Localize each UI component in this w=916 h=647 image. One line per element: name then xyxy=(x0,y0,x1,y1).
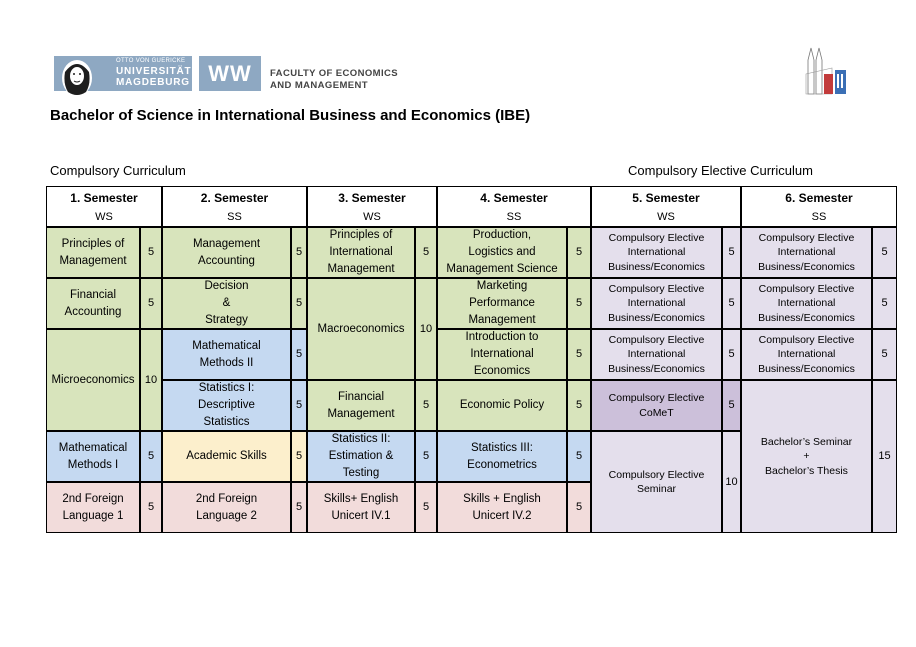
module-name xyxy=(196,491,257,525)
module-name-line: Business/Economics xyxy=(608,311,705,324)
module-name-line: Macroeconomics xyxy=(317,322,405,335)
module-name-line: Academic Skills xyxy=(186,450,267,462)
module-s6-thesis xyxy=(741,380,872,533)
semester-term: SS xyxy=(811,210,827,223)
module-name-line: Logistics and xyxy=(468,246,536,258)
guericke-portrait-icon xyxy=(60,58,94,98)
module-name-line: Estimation & xyxy=(328,450,394,462)
module-s6-ce3 xyxy=(741,329,872,380)
module-s4-marketing xyxy=(437,278,567,329)
module-s4-stat3 xyxy=(437,431,567,482)
module-s6-thesis-credits: 15 xyxy=(872,380,897,533)
module-name xyxy=(467,440,537,474)
module-s4-econ-policy-credits: 5 xyxy=(567,380,591,431)
module-name-line: Business/Economics xyxy=(758,260,855,273)
module-name-line: Methods I xyxy=(67,458,119,471)
semester-term: WS xyxy=(363,210,381,223)
module-name xyxy=(758,333,855,377)
module-name xyxy=(463,491,541,525)
semester-label: 2. Semester xyxy=(200,190,269,205)
curriculum-table xyxy=(46,186,897,533)
module-name-line: Compulsory Elective xyxy=(608,333,705,346)
module-s5-ce3-credits: 5 xyxy=(722,329,741,380)
module-name-line: Business/Economics xyxy=(758,311,855,324)
module-s4-production-credits: 5 xyxy=(567,227,591,278)
module-name xyxy=(446,227,557,278)
module-name-line: International xyxy=(627,297,686,310)
module-name-line: International xyxy=(627,246,686,259)
module-name-line: Management xyxy=(327,407,395,420)
compulsory-curriculum-label: Compulsory Curriculum xyxy=(50,163,186,178)
module-name xyxy=(186,448,267,465)
module-name-line: 2nd Foreign xyxy=(195,492,258,505)
module-name xyxy=(198,380,255,431)
module-name-line: Financial xyxy=(337,390,385,403)
module-name-line: Skills + English xyxy=(463,492,541,505)
module-name-line: Econometrics xyxy=(467,458,537,471)
module-name-line: Compulsory Elective xyxy=(608,231,705,244)
module-s6-ce1-credits: 5 xyxy=(872,227,897,278)
module-name-line: Mathematical xyxy=(192,339,261,352)
module-name-line: Principles of xyxy=(61,237,125,250)
semester-term: SS xyxy=(227,210,242,223)
module-name-line: Decision xyxy=(204,280,249,292)
module-s2-lang xyxy=(162,482,291,533)
module-name-line: Compulsory Elective xyxy=(608,468,705,481)
module-s1-math-credits: 5 xyxy=(140,431,162,482)
module-s4-skills-credits: 5 xyxy=(567,482,591,533)
module-s2-decision xyxy=(162,278,291,329)
module-name-line: Management xyxy=(327,263,395,275)
module-name xyxy=(204,278,248,329)
module-name-line: International xyxy=(627,348,686,361)
module-name xyxy=(608,231,705,275)
module-name-line: Unicert IV.1 xyxy=(331,509,391,522)
module-s4-stat3-credits: 5 xyxy=(567,431,591,482)
module-s3-skills xyxy=(307,482,415,533)
university-line-3: MAGDEBURG xyxy=(116,77,190,88)
module-s5-seminar-credits: 10 xyxy=(722,431,741,533)
module-name-line: Microeconomics xyxy=(51,373,135,386)
module-s3-skills-credits: 5 xyxy=(415,482,437,533)
module-name xyxy=(318,321,405,338)
module-name xyxy=(327,389,394,423)
module-s1-micro xyxy=(46,329,140,431)
module-name-line: Introduction to xyxy=(465,331,539,343)
faculty-name xyxy=(270,68,398,92)
semester-5-header xyxy=(591,186,741,227)
module-name-line: Business/Economics xyxy=(758,362,855,375)
module-s3-stat2 xyxy=(307,431,415,482)
module-s4-econ-policy xyxy=(437,380,567,431)
module-name xyxy=(62,491,123,525)
module-name-line: Financial xyxy=(69,288,117,301)
semester-3-header xyxy=(307,186,437,227)
module-name xyxy=(329,431,394,482)
module-s1-financial-credits: 5 xyxy=(140,278,162,329)
semester-1-header xyxy=(46,186,162,227)
module-s4-intro-int xyxy=(437,329,567,380)
module-name-line: Language 1 xyxy=(62,509,124,522)
module-name-line: Mathematical xyxy=(58,441,128,454)
module-name xyxy=(468,278,535,329)
module-name xyxy=(466,329,539,380)
ww-logo: WW xyxy=(199,56,261,91)
module-s5-seminar xyxy=(591,431,722,533)
module-s2-math2-credits: 5 xyxy=(291,329,307,380)
faculty-line-2: AND MANAGEMENT xyxy=(270,80,368,91)
semester-label: 3. Semester xyxy=(338,190,406,205)
module-s6-ce2-credits: 5 xyxy=(872,278,897,329)
module-name xyxy=(608,333,705,377)
module-s6-ce1 xyxy=(741,227,872,278)
semester-2-header xyxy=(162,186,307,227)
module-name-line: Principles of xyxy=(329,229,393,241)
module-s3-macro-credits: 10 xyxy=(415,278,437,380)
module-s2-academic xyxy=(162,431,291,482)
module-name-line: Compulsory Elective xyxy=(758,282,855,295)
module-s3-finmgmt xyxy=(307,380,415,431)
module-name-line: Testing xyxy=(342,467,380,479)
module-s5-ce2 xyxy=(591,278,722,329)
module-name-line: Marketing xyxy=(476,280,528,292)
module-s3-principles-int-credits: 5 xyxy=(415,227,437,278)
module-name-line: Bachelor’s Thesis xyxy=(765,464,848,477)
module-s1-math xyxy=(46,431,140,482)
module-s2-stat1 xyxy=(162,380,291,431)
module-name-line: Production, xyxy=(472,229,532,241)
module-s3-finmgmt-credits: 5 xyxy=(415,380,437,431)
module-name-line: 2nd Foreign xyxy=(62,492,124,505)
module-s1-micro-credits: 10 xyxy=(140,329,162,431)
module-s4-skills xyxy=(437,482,567,533)
module-name xyxy=(758,231,855,275)
module-name-line: Skills+ English xyxy=(323,492,399,505)
module-s5-ce1-credits: 5 xyxy=(722,227,741,278)
university-logo xyxy=(54,56,192,91)
semester-label: 1. Semester xyxy=(70,190,138,205)
module-name-line: Statistics xyxy=(203,416,250,428)
module-name-line: Methods II xyxy=(199,356,254,369)
university-line-1: OTTO VON GUERICKE xyxy=(116,58,186,64)
module-s5-ce1 xyxy=(591,227,722,278)
module-name-line: Performance xyxy=(469,297,535,309)
module-name-line: Compulsory Elective xyxy=(608,392,705,404)
module-name-line: Unicert IV.2 xyxy=(472,509,532,522)
faculty-line-1: FACULTY OF ECONOMICS xyxy=(270,68,398,79)
module-name-line: Descriptive xyxy=(198,399,255,411)
semester-term: SS xyxy=(506,210,522,223)
module-s2-math2 xyxy=(162,329,291,380)
module-name-line: Seminar xyxy=(636,483,677,495)
module-name-line: Strategy xyxy=(205,314,248,326)
module-name-line: CoMeT xyxy=(639,406,674,419)
module-s2-mgmt-acc xyxy=(162,227,291,278)
cathedral-icon xyxy=(802,44,850,96)
semester-label: 5. Semester xyxy=(632,190,700,205)
module-name-line: & xyxy=(222,297,231,309)
module-name-line: Economics xyxy=(473,365,531,377)
module-name xyxy=(65,287,122,321)
module-s3-principles-int xyxy=(307,227,415,278)
module-name-line: Compulsory Elective xyxy=(608,282,705,295)
module-s3-macro xyxy=(307,278,415,380)
semester-term: WS xyxy=(95,210,113,223)
compulsory-elective-curriculum-label: Compulsory Elective Curriculum xyxy=(628,163,813,178)
module-s1-principles-credits: 5 xyxy=(140,227,162,278)
module-name-line: International xyxy=(329,246,393,258)
module-s2-lang-credits: 5 xyxy=(291,482,307,533)
module-s4-production xyxy=(437,227,567,278)
module-name xyxy=(51,372,134,389)
module-name xyxy=(192,338,260,372)
module-name xyxy=(59,236,126,270)
module-s4-marketing-credits: 5 xyxy=(567,278,591,329)
module-s6-ce2 xyxy=(741,278,872,329)
page-title: Bachelor of Science in International Business and Economics (IBE) xyxy=(50,107,531,124)
module-s5-ce2-credits: 5 xyxy=(722,278,741,329)
module-name xyxy=(193,236,260,270)
module-name xyxy=(59,440,127,474)
module-s2-academic-credits: 5 xyxy=(291,431,307,482)
module-name-line: Management Science xyxy=(446,263,558,275)
module-name xyxy=(758,282,855,326)
module-name-line: Economic Policy xyxy=(459,399,545,411)
module-name-line: Management xyxy=(468,314,536,326)
module-name xyxy=(609,391,705,420)
module-name-line: Language 2 xyxy=(196,509,257,522)
module-s5-comet xyxy=(591,380,722,431)
module-s5-ce3 xyxy=(591,329,722,380)
semester-label: 4. Semester xyxy=(480,190,548,205)
module-s1-lang xyxy=(46,482,140,533)
module-name-line: International xyxy=(777,297,836,310)
university-line-2: UNIVERSITÄT xyxy=(116,66,192,77)
module-s2-decision-credits: 5 xyxy=(291,278,307,329)
module-name-line: Compulsory Elective xyxy=(758,231,855,244)
module-name-line: Business/Economics xyxy=(608,362,705,375)
module-name-line: Statistics I: xyxy=(198,382,255,394)
semester-label: 6. Semester xyxy=(785,190,853,205)
module-name xyxy=(609,468,705,497)
module-name xyxy=(327,227,394,278)
module-s4-intro-int-credits: 5 xyxy=(567,329,591,380)
module-name-line: International xyxy=(777,348,836,361)
module-s2-stat1-credits: 5 xyxy=(291,380,307,431)
module-s5-comet-credits: 5 xyxy=(722,380,741,431)
module-name-line: International xyxy=(470,348,534,360)
module-name-line: Business/Economics xyxy=(608,260,705,273)
module-s1-principles xyxy=(46,227,140,278)
module-name-line: Statistics II: xyxy=(331,433,391,445)
semester-6-header xyxy=(741,186,897,227)
module-name-line: Statistics III: xyxy=(470,441,533,454)
module-name xyxy=(460,397,544,414)
module-s6-ce3-credits: 5 xyxy=(872,329,897,380)
module-name-line: Management xyxy=(192,237,261,250)
module-name-line: Accounting xyxy=(64,305,122,318)
module-name-line: International xyxy=(777,246,836,259)
module-name-line: Bachelor’s Seminar xyxy=(760,435,853,448)
module-s2-mgmt-acc-credits: 5 xyxy=(291,227,307,278)
module-name-line: + xyxy=(803,450,810,463)
module-name xyxy=(761,435,852,479)
module-name xyxy=(608,282,705,326)
module-name-line: Compulsory Elective xyxy=(758,333,855,346)
module-name xyxy=(324,491,398,525)
semester-term: WS xyxy=(657,210,675,223)
module-s1-lang-credits: 5 xyxy=(140,482,162,533)
module-name-line: Management xyxy=(59,254,127,267)
module-name-line: Accounting xyxy=(198,254,255,267)
semester-4-header xyxy=(437,186,591,227)
module-s3-stat2-credits: 5 xyxy=(415,431,437,482)
module-s1-financial xyxy=(46,278,140,329)
